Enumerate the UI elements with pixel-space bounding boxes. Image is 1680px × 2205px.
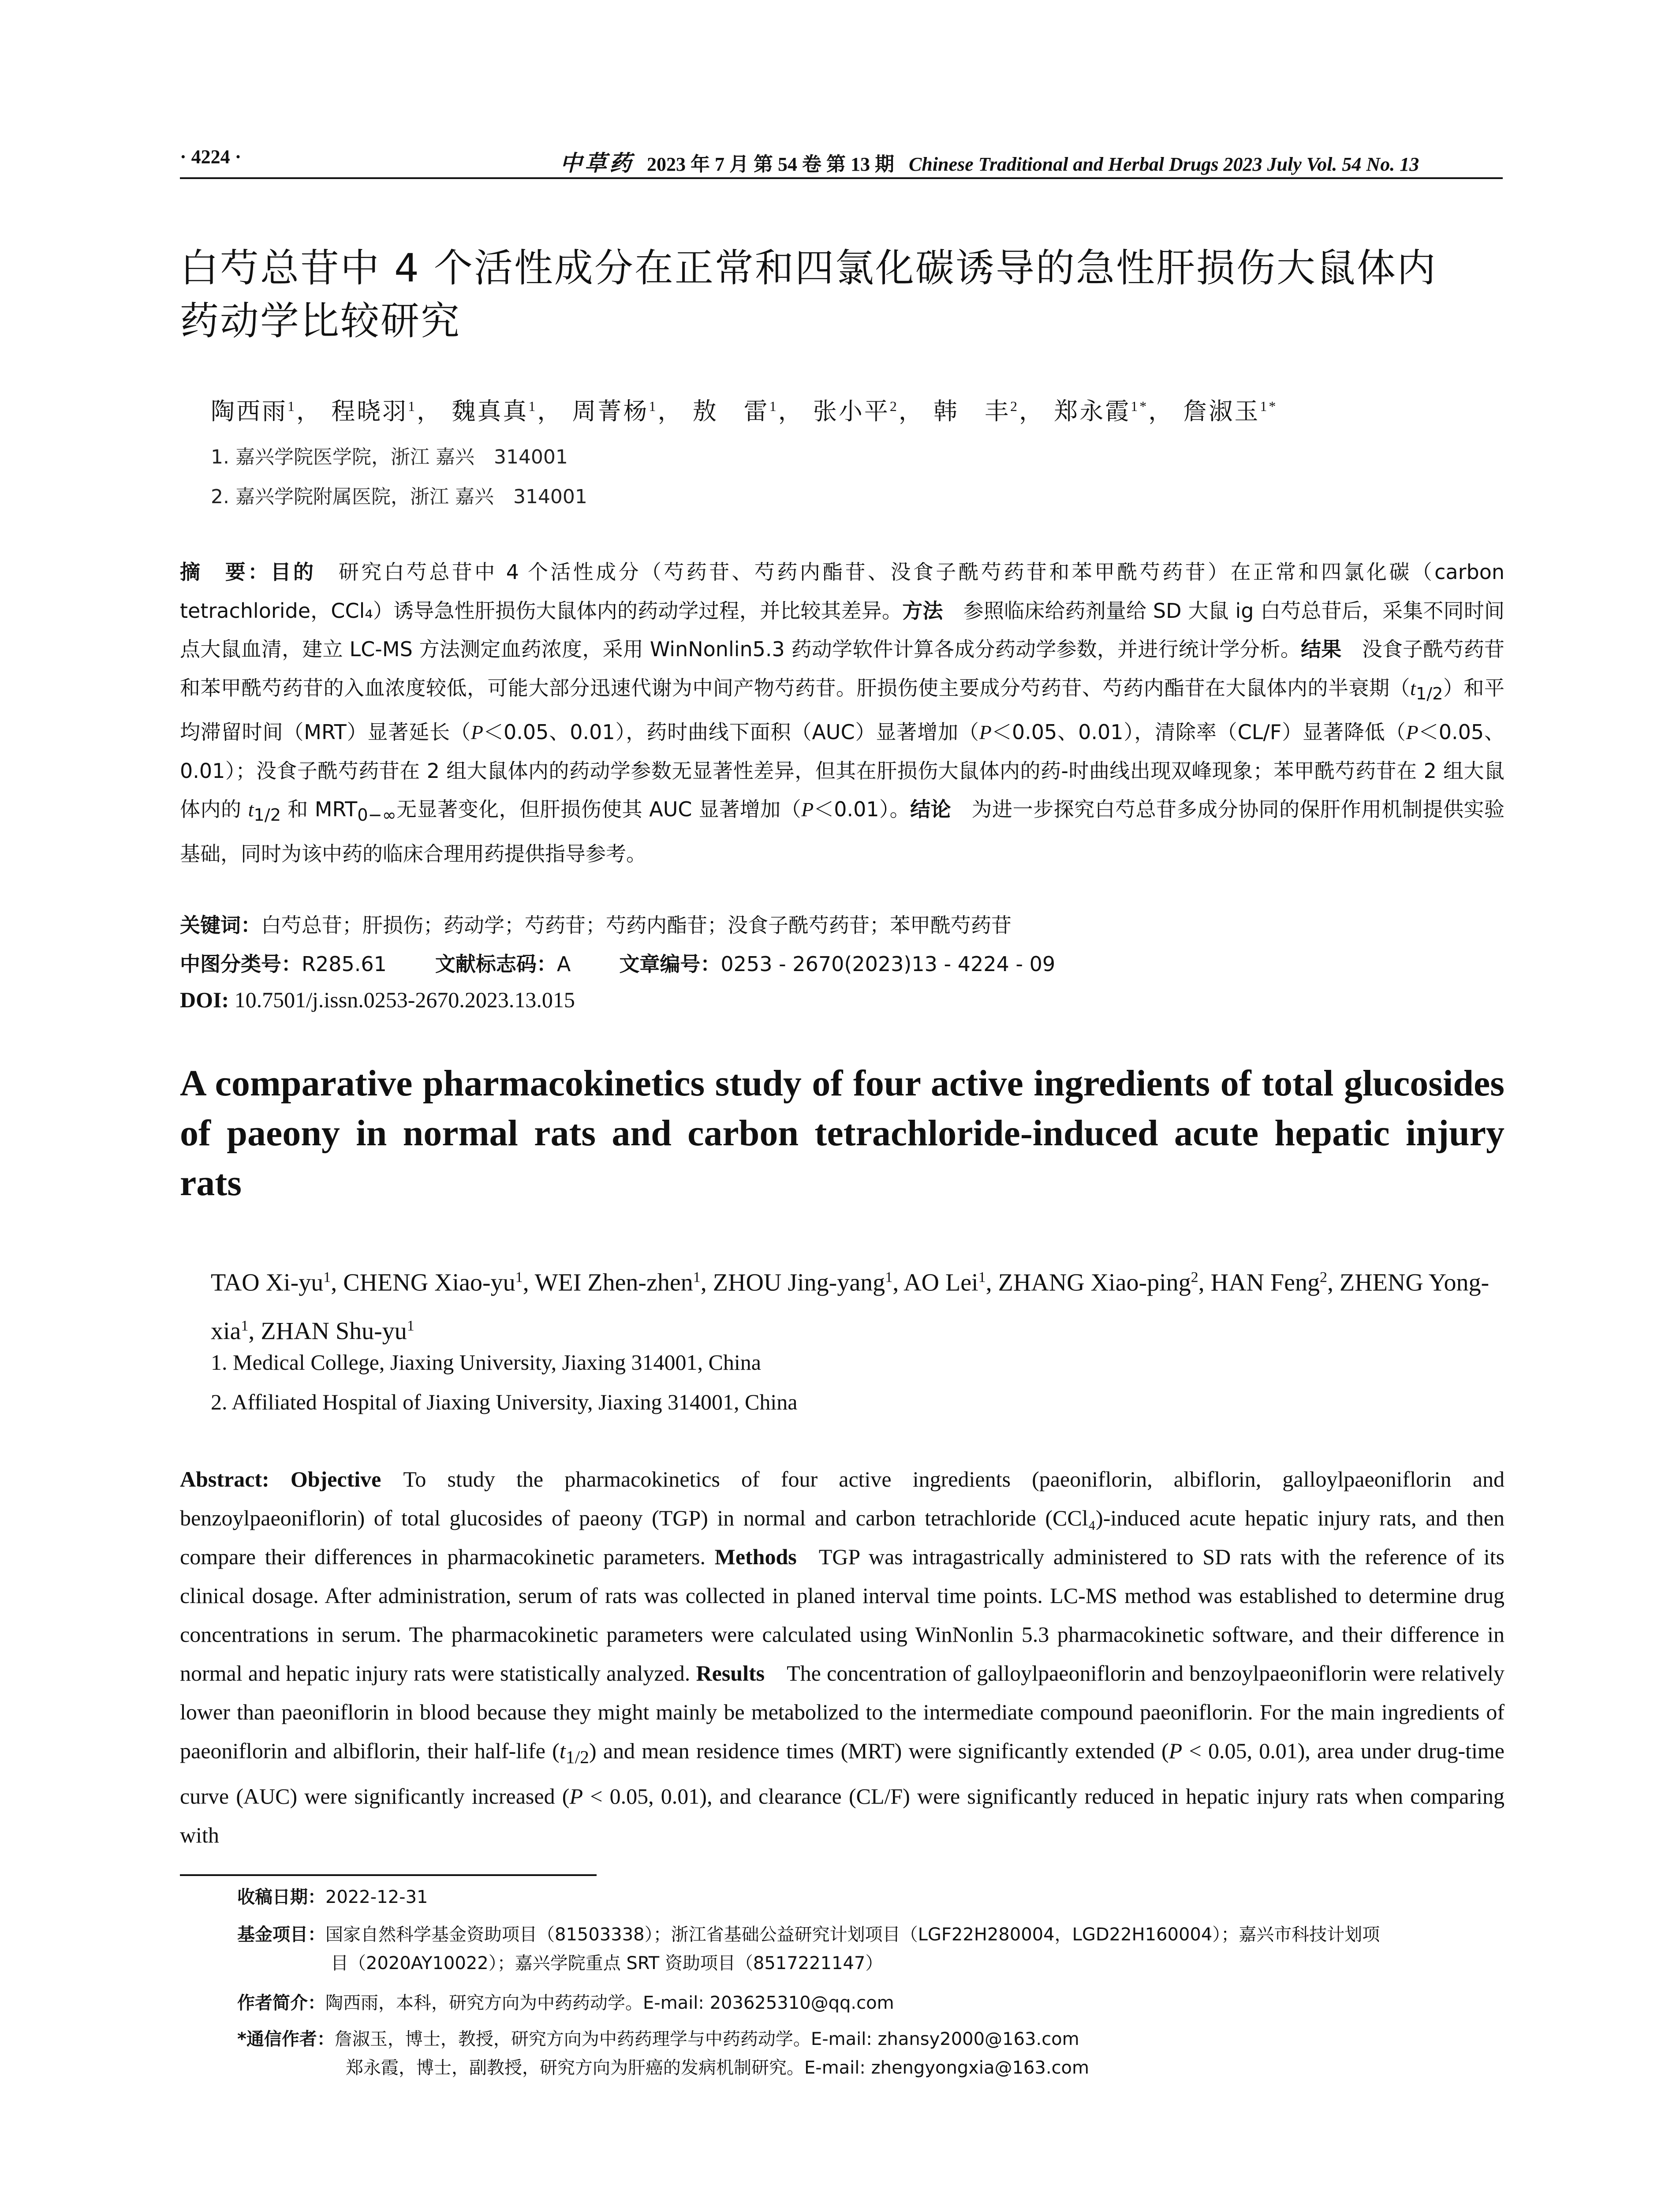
- zh-title-line-1: 白芍总苷中 4 个活性成分在正常和四氯化碳诱导的急性肝损伤大鼠体内: [180, 245, 1437, 291]
- symbol-p: P: [979, 721, 992, 744]
- footnote-author-bio: [237, 1989, 1507, 2018]
- en-author: CHENG Xiao-yu: [343, 1269, 515, 1297]
- funding-text: 国家自然科学基金资助项目（81503338）；浙江省基础公益研究计划项目（LGF22H280004，LGD22H160004）；嘉兴市科技计划项: [325, 1925, 1380, 1945]
- zh-author-list: 陶西雨$^1$， 程晓羽$^1$， 魏真真$^1$， 周菁杨$^1$， 敖 雷$^1$， 张小平$^2$， 韩 丰$^2$， 郑永霞$^{1*}$， 詹淑玉$^{1*}$: [211, 397, 1278, 425]
- journal-name-en: Chinese Traditional and Herbal Drugs 2023 July Vol. 54 No. 13: [909, 153, 1419, 175]
- zh-results-text: ＜0.05、0.01），药时曲线下面积（AUC）显著增加（: [483, 720, 979, 744]
- zh-abstract: [180, 553, 1505, 873]
- zh-objective-label: 目的: [270, 560, 316, 584]
- article-number-value: 0253 - 2670(2023)13 - 4224 - 09: [721, 952, 1056, 976]
- funding-text: 目（2020AY10022）；嘉兴学院重点 SRT 资助项目（8517221147）: [331, 1953, 883, 1973]
- keywords-text: 白芍总苷；肝损伤；药动学；芍药苷；芍药内酯苷；没食子酰芍药苷；苯甲酰芍药苷: [261, 913, 1012, 937]
- en-author: WEI Zhen-zhen: [534, 1269, 693, 1297]
- zh-conclusion-label: 结论: [910, 797, 952, 822]
- en-methods-label: Methods: [714, 1544, 797, 1569]
- en-results-text: < 0.05, 0.01), and clearance (CL/F) were significantly reduced in hepatic injury rats when comparing with: [180, 1784, 1505, 1847]
- zh-results-text: ＜0.05、0.01），清除率（CL/F）显著降低（: [991, 720, 1406, 744]
- zh-author: 韩 丰: [933, 397, 1011, 425]
- zh-methods-label: 方法: [902, 598, 943, 623]
- journal-issue-line: [560, 146, 1419, 177]
- zh-author-sup: 1: [408, 398, 417, 414]
- en-author-sup: 2: [1320, 1269, 1327, 1286]
- zh-title-line-2: 药动学比较研究: [180, 298, 461, 344]
- funding-label: 基金项目：: [237, 1925, 325, 1945]
- clc-label: 中图分类号：: [180, 952, 302, 976]
- symbol-p: P: [1406, 721, 1419, 744]
- en-author-list: TAO $Xi-yu^1$, CHENG Xiao-$yu^1$, WEI Zhen-zhen$^1$, ZHOU Jing-yang$^1$, AO Lei$^1$, ZHANG Xiao-ping$^2$, HAN Feng$^2$, ZHENG Yong-xia$^1$, ZHAN Shu-$yu^1$: [211, 1269, 1490, 1345]
- doc-code-value: A: [556, 952, 571, 976]
- corresponding-text: 詹淑玉，博士，教授，研究方向为中药药理学与中药药动学。E-mail: zhansy2000@163.com: [334, 2029, 1079, 2049]
- symbol-p: P: [569, 1784, 583, 1809]
- symbol-sub: 1/2: [565, 1747, 589, 1768]
- keywords-label: 关键词：: [180, 913, 261, 937]
- en-author: AO Lei: [903, 1269, 978, 1297]
- zh-author: 魏真真: [452, 397, 529, 425]
- zh-author: 周菁杨: [572, 397, 649, 425]
- zh-author-sup: 1: [769, 398, 778, 414]
- zh-author: 詹淑玉: [1183, 397, 1260, 425]
- doi-line: [180, 987, 575, 1013]
- zh-author-sup: 1*: [1260, 398, 1278, 414]
- zh-author: 张小平: [813, 397, 890, 425]
- en-abstract-label: Abstract: Objective: [180, 1467, 381, 1491]
- en-author-sup: 1: [885, 1269, 893, 1286]
- en-affiliation-2: 2. Affiliated Hospital of Jiaxing University, Jiaxing 314001, China: [211, 1390, 798, 1414]
- zh-results-text: 没食子酰芍药苷和苯甲酰芍药苷的入血浓度较低，可能大部分迅速代谢为中间产物芍药苷。肝损伤使主要成分芍药苷、芍药内酯苷在大鼠体内的半衰期（: [180, 637, 1505, 700]
- zh-results-text: ）和平均滞留时间（MRT）显著延长（: [180, 676, 1505, 744]
- en-author-sup: 1: [241, 1317, 249, 1334]
- zh-author-sup: 1: [528, 398, 538, 414]
- en-methods-text: TGP was intragastrically administered to SD rats with the reference of its clinical dosage. After administration, serum of rats was collected in planed interval time points. LC-MS method was established to determine drug concentrations in serum. The pharmacokinetic parameters were calculated using WinNonlin 5.3 pharmacokinetic software, and their difference in normal and hepatic injury rats were statistically analyzed.: [180, 1544, 1505, 1686]
- en-results-text: < 0.05, 0.01), area under drug-time curve (AUC) were significantly increased (: [180, 1738, 1505, 1809]
- keywords-line: [180, 909, 1012, 938]
- received-date: 2022-12-31: [325, 1887, 428, 1907]
- zh-results-text: 无显著变化，但肝损伤使其 AUC 显著增加（: [396, 797, 802, 822]
- page-number: · 4224 ·: [180, 146, 242, 168]
- en-objective-text: To study the pharmacokinetics of four active ingredients (paeoniflorin, albiflorin, galloylpaeoniflorin and benzoylpaeoniflorin) of total glucosides of paeony (TGP) in normal and carbon tetrachloride (CCl₄)-induced acute hepatic injury rats, and then compare their differences in pharmacokinetic parameters.: [180, 1467, 1505, 1569]
- symbol-t: t: [248, 798, 254, 821]
- running-header: [180, 146, 1503, 176]
- zh-author-sup: 2: [1010, 398, 1019, 414]
- corresponding-label: *通信作者：: [237, 2029, 335, 2049]
- zh-results-label: 结果: [1301, 637, 1342, 661]
- en-author: TAO Xi-yu: [211, 1269, 324, 1297]
- en-author-sup: 1: [323, 1269, 331, 1286]
- doc-code-label: 文献标志码：: [435, 952, 557, 976]
- en-author-sup: 1: [693, 1269, 701, 1286]
- en-author-sup: 1: [515, 1269, 523, 1286]
- footnote-rule: [180, 1874, 597, 1876]
- zh-author: 敖 雷: [692, 397, 769, 425]
- en-article-title: A comparative pharmacokinetics study of four active ingredients of total glucosides of paeony in normal rats and carbon tetrachloride-induced acute hepatic injury rats: [180, 1063, 1505, 1203]
- bio-label: 作者简介：: [237, 1993, 325, 2013]
- doi-label: DOI:: [180, 987, 229, 1012]
- classification-line: [180, 948, 1055, 977]
- doi-link[interactable]: 10.7501/j.issn.0253-2670.2023.13.015: [234, 987, 575, 1012]
- symbol-p: P: [470, 721, 483, 744]
- en-author: ZHAN Shu-yu: [261, 1317, 407, 1345]
- zh-author: 郑永霞: [1054, 397, 1131, 425]
- zh-author-sup: 1: [649, 398, 658, 414]
- zh-author: 程晓羽: [331, 397, 408, 425]
- bio-text: 陶西雨，本科，研究方向为中药药动学。E-mail: 203625310@qq.com: [325, 1993, 894, 2013]
- article-number-label: 文章编号：: [619, 952, 721, 976]
- zh-author-sup: 1*: [1131, 398, 1149, 414]
- zh-conclusion-text: 为进一步探究白芍总苷多成分协同的保肝作用机制提供实验基础，同时为该中药的临床合理用药提供指导参考。: [180, 797, 1505, 866]
- en-results-text: ) and mean residence times (MRT) were significantly extended (: [589, 1738, 1169, 1763]
- symbol-p: P: [801, 798, 814, 821]
- corresponding-text: 郑永霞，博士，副教授，研究方向为肝癌的发病机制研究。E-mail: zhengyongxia@163.com: [346, 2058, 1089, 2078]
- en-author: ZHANG Xiao-ping: [998, 1269, 1191, 1297]
- journal-logo: 中草药: [560, 150, 634, 176]
- en-results-text: The concentration of galloylpaeoniflorin and benzoylpaeoniflorin were relatively lower than paeoniflorin in blood because they might mainly be metabolized to the intermediate compound paeoniflorin. For the main ingredients of paeoniflorin and albiflorin, their half-life (: [180, 1661, 1505, 1763]
- zh-results-text: 和 MRT: [281, 797, 358, 822]
- zh-author-sup: 2: [889, 398, 899, 414]
- zh-abstract-label: 摘 要：: [180, 560, 271, 584]
- en-author-sup: 1: [978, 1269, 986, 1286]
- en-results-label: Results: [696, 1661, 765, 1686]
- en-author: HAN Feng: [1210, 1269, 1320, 1297]
- zh-methods-text: 参照临床给药剂量给 SD 大鼠 ig 白芍总苷后，采集不同时间点大鼠血清，建立 LC-MS 方法测定血药浓度，采用 WinNonlin5.3 药动学软件计算各成分药动学参数，并进行统计学分析。: [180, 598, 1505, 661]
- clc-value: R285.61: [302, 952, 387, 976]
- zh-article-title: [180, 242, 1507, 348]
- symbol-sub: 1/2: [1415, 684, 1443, 704]
- zh-results-text: ＜0.05、0.01）；没食子酰芍药苷在 2 组大鼠体内的药动学参数无显著性差异，但其在肝损伤大鼠体内的药-时曲线出现双峰现象；苯甲酰芍药苷在 2 组大鼠体内的: [180, 720, 1505, 822]
- symbol-t: t: [1410, 676, 1416, 699]
- zh-affiliation-1: 1. 嘉兴学院医学院，浙江 嘉兴 314001: [211, 446, 568, 468]
- en-author: ZHOU Jing-yang: [713, 1269, 885, 1297]
- symbol-t: t: [559, 1738, 566, 1763]
- issue-zh: 2023 年 7 月 第 54 卷 第 13 期: [647, 153, 894, 175]
- en-abstract: [180, 1460, 1505, 1854]
- symbol-sub: 0−∞: [357, 805, 396, 826]
- symbol-p: P: [1169, 1738, 1183, 1763]
- en-author-sup: 1: [407, 1317, 414, 1334]
- footnote-corresponding: [237, 2025, 1507, 2082]
- received-label: 收稿日期：: [237, 1887, 325, 1907]
- en-author: ZHENG Yong-xia: [211, 1269, 1490, 1345]
- en-author-sup: 2: [1191, 1269, 1198, 1286]
- en-affiliation-1: 1. Medical College, Jiaxing University, Jiaxing 314001, China: [211, 1350, 761, 1375]
- header-rule: [180, 177, 1503, 179]
- zh-objective-text: 研究白芍总苷中 4 个活性成分（芍药苷、芍药内酯苷、没食子酰芍药苷和苯甲酰芍药苷）在正常和四氯化碳（carbon tetrachloride，CCl₄）诱导急性肝损伤大鼠体内的药动学过程，并比较其差异。: [180, 560, 1505, 623]
- zh-affiliation-2: 2. 嘉兴学院附属医院，浙江 嘉兴 314001: [211, 486, 587, 508]
- footnote-funding: [237, 1921, 1507, 1978]
- zh-author-sup: 1: [287, 398, 296, 414]
- footnote-received: [237, 1883, 1507, 1912]
- zh-results-text: ＜0.01）。: [814, 797, 911, 822]
- symbol-sub: 1/2: [254, 805, 281, 826]
- zh-author: 陶西雨: [211, 397, 287, 425]
